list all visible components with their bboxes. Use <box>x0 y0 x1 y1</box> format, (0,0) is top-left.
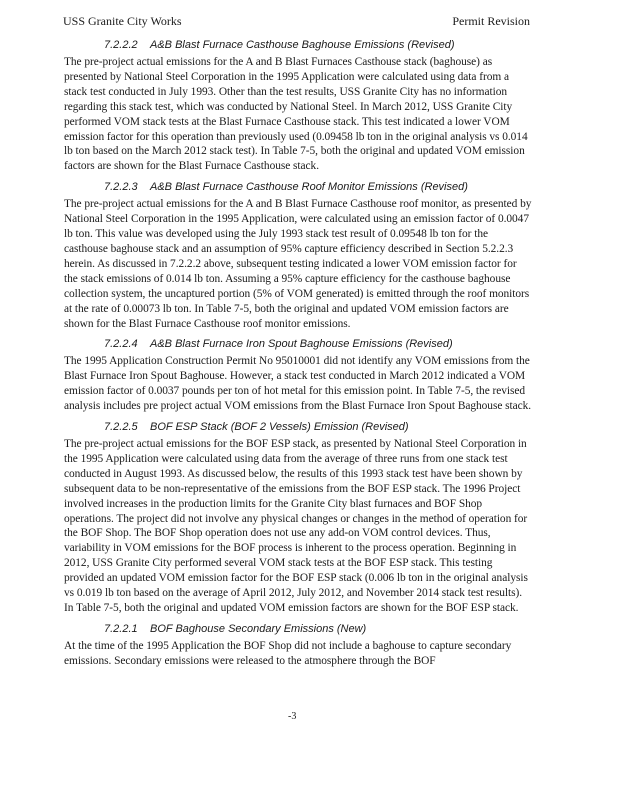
section-paragraph: At the time of the 1995 Application the BOF Shop did not include a baghouse to capture secondary emissions. Secondary emissions were released to the atmosphere through the BOF <box>64 639 512 667</box>
section-heading <box>104 622 532 636</box>
section-heading <box>104 337 532 351</box>
section-heading <box>104 180 532 194</box>
section-title: A&B Blast Furnace Casthouse Roof Monitor Emissions (Revised) <box>150 181 468 194</box>
section-title: BOF Baghouse Secondary Emissions (New) <box>150 622 367 635</box>
section-title: BOF ESP Stack (BOF 2 Vessels) Emission (Revised) <box>150 421 409 434</box>
section-paragraph: The pre-project actual emissions for the BOF ESP stack, as presented by National Steel Corporation in the 1995 Application were calculated using data from the average of three runs from one stack test conducted in August 1993. As discussed below, the results of this 1993 stack test have been shown by subsequent data to be non-representative of the emissions from the BOF ESP stack. The 1996 Project involved increases in the production limits for the Granite City blast furnaces and BOF Shop operations. The project did not involve any physical changes or changes in the method of operation for the BOF Shop. The BOF Shop operation does not use any add-on VOM control devices. Thus, variability in VOM emissions for the BOF process is inherent to the process operation. Beginning in 2012, USS Granite City performed several VOM stack tests at the BOF ESP stack. This testing provided an updated VOM emission factor for the BOF ESP stack (0.006 lb ton in the original analysis vs 0.019 lb ton based on the average of April 2012, July 2012, and November 2014 stack test results). In Table 7-5, both the original and updated VOM emission factors are shown for the BOF ESP stack. <box>64 438 528 614</box>
section-heading <box>104 38 532 52</box>
section-title: A&B Blast Furnace Iron Spout Baghouse Emissions (Revised) <box>150 338 453 351</box>
section-paragraph: The pre-project actual emissions for the A and B Blast Furnace Casthouse roof monitor, as presented by National Steel Corporation in the 1995 Application, were calculated using an emission factor of 0.0047 lb ton. This value was developed using the July 1993 stack test result of 0.09548 lb ton for the casthouse baghouse stack and an assumption of 95% capture efficiency described in Section 5.2.2.3 herein. As discussed in 7.2.2.2 above, subsequent testing indicated a lower VOM emission factor for the stack emissions of 0.014 lb ton. Assuming a 95% capture efficiency for the casthouse baghouse collection system, the uncaptured portion (5% of VOM generated) is emitted through the roof monitors at the rate of 0.00073 lb ton. In Table 7-5, both the original and updated VOM emission factors are shown for the Blast Furnace Casthouse roof monitor emissions. <box>64 198 532 330</box>
section-paragraph: The pre-project actual emissions for the A and B Blast Furnaces Casthouse stack (baghouse) as presented by National Steel Corporation in the 1995 Application were calculated using data from a stack test conducted in July 1993. Other than the test results, USS Granite City has no information regarding this stack test, which was conducted by National Steel. In March 2012, USS Granite City performed VOM stack tests at the Blast Furnace Casthouse stack. This test indicated a lower VOM emission factor for this operation than previously used (0.09458 lb ton in the original analysis vs 0.014 lb ton based on the March 2012 stack test). In Table 7-5, both the original and updated VOM emission factors are shown for the Blast Furnace Casthouse stack. <box>64 56 528 173</box>
header-left: USS Granite City Works <box>63 14 182 28</box>
section-paragraph: The 1995 Application Construction Permit No 95010001 did not identify any VOM emissions from the Blast Furnace Iron Spout Baghouse. However, a stack test conducted in March 2012 indicated a VOM emission factor of 0.0037 pounds per ton of hot metal for this emission point. In Table 7-5, the revised analysis includes pre project actual VOM emissions from the Blast Furnace Iron Spout Baghouse stack. <box>64 355 532 413</box>
document-body <box>64 32 532 672</box>
section-title: A&B Blast Furnace Casthouse Baghouse Emissions (Revised) <box>150 39 455 51</box>
section-number: 7.2.2.5 <box>104 421 138 434</box>
section-heading <box>104 420 532 434</box>
section-number: 7.2.2.1 <box>104 622 138 635</box>
section-number: 7.2.2.3 <box>104 181 138 194</box>
page-number: -3 <box>288 711 297 722</box>
header-right: Permit Revision <box>452 14 530 28</box>
section-number: 7.2.2.2 <box>104 39 138 51</box>
section-number: 7.2.2.4 <box>104 338 138 351</box>
